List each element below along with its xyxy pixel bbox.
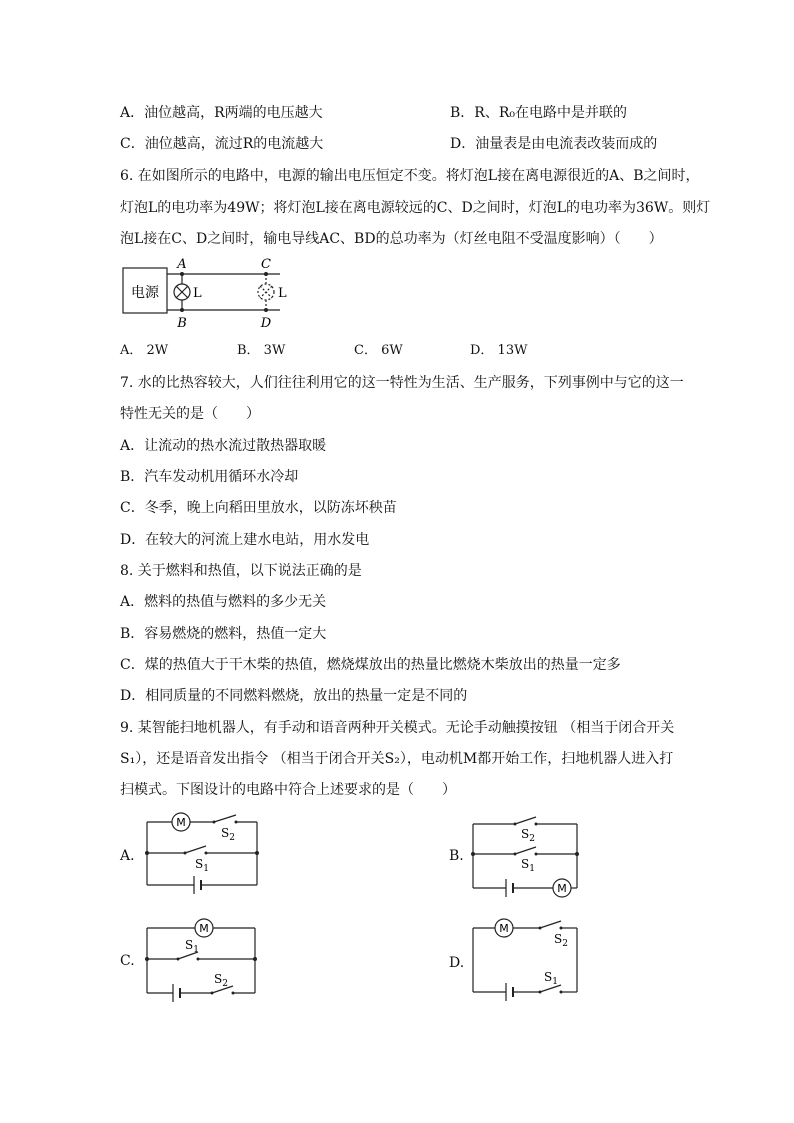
q6-label-a: A [177,257,187,272]
q9-circuit-a [140,810,265,895]
q9-circuit-d [468,913,593,998]
q9-label-b: B. [449,848,464,864]
q9-label-a: A. [120,848,135,864]
motor-icon: M [499,922,509,935]
q9-label-d: D. [449,955,465,971]
q7-stem-line1: 7. 水的比热容较大，人们往往利用它的这一特性为生活、生产服务，下列事例中与它的这一 [120,375,684,391]
q6-lamp-near-label: L [193,286,202,301]
q9a-switch2-label: $S_2$ [221,826,235,843]
q5-option-d: D．油量表是由电流表改装而成的 [450,136,658,152]
q8-option-b: B．容易燃烧的燃料，热值一定大 [120,626,327,642]
q6-label-c: C [261,257,271,272]
q9-stem-line1: 9. 某智能扫地机器人，有手动和语音两种开关模式。无论手动触摸按钮 （相当于闭合开关 [120,720,675,736]
q6-option-a: A． 2W [120,343,169,358]
q9b-switch2-label: $S_2$ [521,827,535,844]
q6-source-label: 电源 [131,285,159,301]
q8-option-d: D．相同质量的不同燃料燃烧，放出的热量一定是不同的 [120,688,468,704]
q9-circuit-b [468,814,593,899]
q8-option-a: A．燃料的热值与燃料的多少无关 [120,594,327,610]
q9-label-c: C. [120,953,135,969]
q6-stem-line1: 6. 在如图所示的电路中，电源的输出电压恒定不变。将灯泡L接在离电源很近的A、B之间时， [120,168,700,184]
q6-option-b: B． 3W [237,343,286,358]
motor-icon: M [557,882,567,895]
q9c-switch2-label: $S_2$ [214,972,228,989]
q7-option-a: A．让流动的热水流过散热器取暖 [120,438,327,454]
motor-icon: M [176,816,186,829]
q6-lamp-far-label: L [278,286,287,301]
q6-label-d: D [260,316,272,331]
q9-stem-line3: 扫模式。下图设计的电路中符合上述要求的是（ ） [120,782,456,798]
q5-option-a: A．油位越高，R两端的电压越大 [120,105,323,121]
q6-options [120,341,620,361]
q9c-switch1-label: $S_1$ [185,938,199,955]
q6-option-d: D． 13W [470,343,528,358]
q8-stem: 8. 关于燃料和热值，以下说法正确的是 [120,563,362,579]
q9-circuit-c [140,916,265,1001]
q7-option-b: B．汽车发动机用循环水冷却 [120,469,299,485]
q5-option-b: B．R、R₀在电路中是并联的 [450,105,627,121]
q9a-switch1-label: $S_1$ [195,857,209,874]
q8-option-c: C．煤的热值大于干木柴的热值，燃烧煤放出的热量比燃烧木柴放出的热量一定多 [120,657,621,673]
q6-label-b: B [177,316,187,331]
q6-option-c: C． 6W [354,343,403,358]
q6-stem-line3: 泡L接在C、D之间时，输电导线AC、BD的总功率为（灯丝电阻不受温度影响）（ ） [120,231,663,247]
q9d-switch2-label: $S_2$ [554,932,568,949]
motor-icon: M [199,922,209,935]
q9-stem-line2: S₁），还是语音发出指令 （相当于闭合开关S₂），电动机M都开始工作，扫地机器人进入打 [120,751,674,767]
q5-option-c: C．油位越高，流过R的电流越大 [120,136,324,152]
q7-option-c: C．冬季，晚上向稻田里放水，以防冻坏秧苗 [120,500,397,516]
q6-stem-line2: 灯泡L的电功率为49W；将灯泡L接在离电源较远的C、D之间时，灯泡L的电功率为36W。则灯 [120,200,711,216]
q9d-switch1-label: $S_1$ [544,970,558,987]
q7-option-d: D．在较大的河流上建水电站，用水发电 [120,532,370,548]
q6-circuit-figure [120,255,290,330]
q9b-switch1-label: $S_1$ [521,857,535,874]
q7-stem-line2: 特性无关的是（ ） [120,406,260,422]
